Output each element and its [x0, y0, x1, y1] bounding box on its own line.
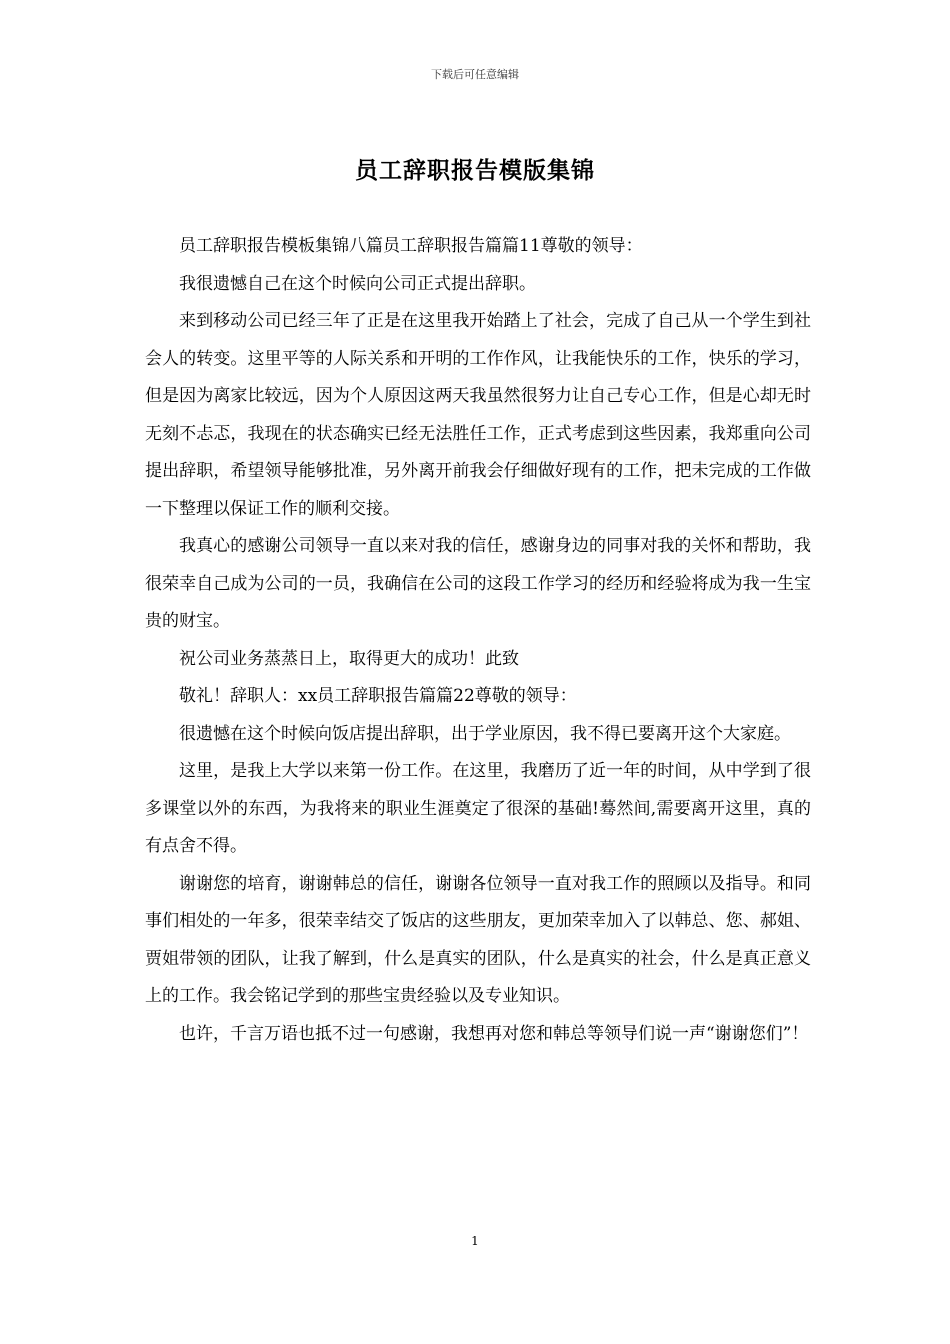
paragraph: 员工辞职报告模板集锦八篇员工辞职报告篇篇11尊敬的领导：	[179, 236, 643, 256]
paragraph: 祝公司业务蒸蒸日上，取得更大的成功！此致	[179, 648, 519, 669]
page-number: 1	[471, 1234, 479, 1248]
header-note: 下载后可任意编辑	[431, 68, 519, 81]
document-title: 员工辞职报告模版集锦	[355, 158, 595, 184]
paragraph: 这里，是我上大学以来第一份工作。在这里，我磨历了近一年的时间，从中学到了很多课堂以外的东西，为我将来的职业生涯奠定了很深的基础!蓦然间,需要离开这里，真的有点舍不得。	[145, 761, 811, 856]
paragraph: 谢谢您的培育，谢谢韩总的信任，谢谢各位领导一直对我工作的照顾以及指导。和同事们相处的一年多，很荣幸结交了饭店的这些朋友，更加荣幸加入了以韩总、您、郝姐、贾姐带领的团队，让我了解到，什么是真实的团队，什么是真实的社会，什么是真正意义上的工作。我会铭记学到的那些宝贵经验以及专业知识。	[145, 873, 811, 1006]
document-body	[145, 228, 811, 1053]
paragraph: 我很遗憾自己在这个时候向公司正式提出辞职。	[179, 273, 536, 294]
paragraph: 也许，千言万语也抵不过一句感谢，我想再对您和韩总等领导们说一声“谢谢您们”！	[179, 1023, 809, 1044]
paragraph: 敬礼！辞职人：xx员工辞职报告篇篇22尊敬的领导：	[179, 686, 577, 706]
paragraph: 我真心的感谢公司领导一直以来对我的信任，感谢身边的同事对我的关怀和帮助，我很荣幸自己成为公司的一员，我确信在公司的这段工作学习的经历和经验将成为我一生宝贵的财宝。	[145, 536, 811, 631]
paragraph: 来到移动公司已经三年了正是在这里我开始踏上了社会，完成了自己从一个学生到社会人的转变。这里平等的人际关系和开明的工作作风，让我能快乐的工作，快乐的学习，但是因为离家比较远，因为个人原因这两天我虽然很努力让自己专心工作，但是心却无时无刻不忐忑，我现在的状态确实已经无法胜任工作，正式考虑到这些因素，我郑重向公司提出辞职，希望领导能够批准，另外离开前我会仔细做好现有的工作，把未完成的工作做一下整理以保证工作的顺利交接。	[145, 311, 811, 519]
paragraph: 很遗憾在这个时候向饭店提出辞职，出于学业原因，我不得已要离开这个大家庭。	[179, 723, 791, 744]
